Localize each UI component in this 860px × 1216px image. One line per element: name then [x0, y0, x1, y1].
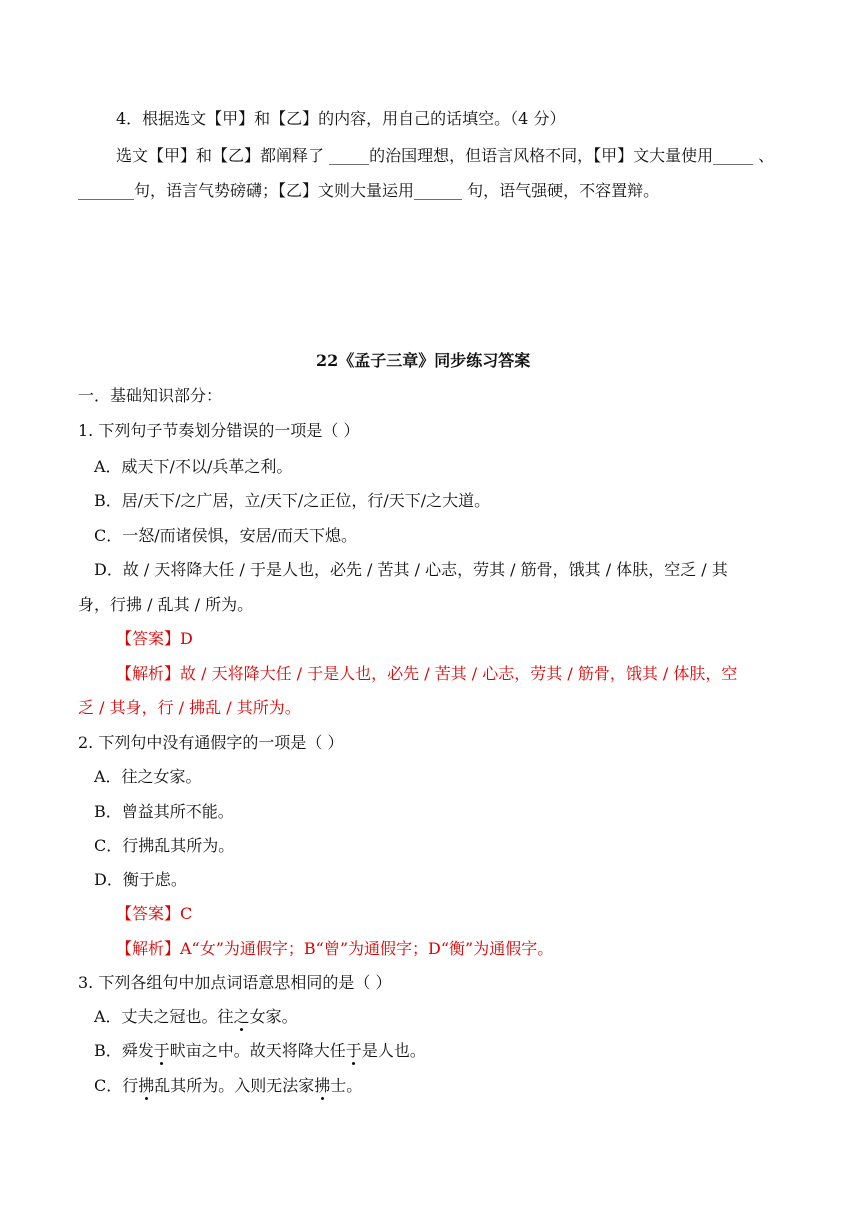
q4-fill-line-2: _______句，语言气势磅礴；【乙】文则大量运用______ 句，语气强硬，不容置辩。: [78, 181, 660, 200]
q3-option-a: [94, 1007, 298, 1027]
q1-option-d-line-2: 身，行拂 / 乱其 / 所为。: [78, 595, 254, 614]
q3-b-text-end: 是人也。: [361, 1041, 426, 1060]
emphasis-dot-char: 于: [345, 1041, 362, 1060]
q3-a-text-end: 女家。: [249, 1007, 298, 1026]
answers-title: 22《孟子三章》同步练习答案: [316, 351, 531, 370]
q1-stem: 1. 下列句子节奏划分错误的一项是（ ）: [78, 421, 360, 440]
q4-question: 4．根据选文【甲】和【乙】的内容，用自己的话填空。（4 分）: [116, 109, 566, 128]
emphasis-dot-char: 拂: [138, 1076, 155, 1095]
q3-b-text: B．舜发: [94, 1041, 154, 1060]
emphasis-dot-char: 于: [153, 1041, 170, 1060]
q3-b-text-mid: 畎亩之中。故天将降大任: [169, 1041, 346, 1060]
q2-answer: 【答案】C: [116, 904, 193, 923]
emphasis-dot-char: 之: [233, 1007, 250, 1026]
q3-option-b: [94, 1041, 426, 1061]
q2-option-a: A．往之女家。: [94, 767, 202, 786]
q1-option-c: C．一怒/而诸侯惧，安居/而天下熄。: [94, 526, 358, 545]
q2-stem: 2. 下列句中没有通假字的一项是（ ）: [78, 733, 344, 752]
q2-option-c: C．行拂乱其所为。: [94, 836, 235, 855]
emphasis-dot-char: 拂: [314, 1076, 331, 1095]
q2-option-b: B．曾益其所不能。: [94, 802, 234, 821]
q1-analysis-line-1: 【解析】故 / 天将降大任 / 于是人也，必先 / 苦其 / 心志，劳其 / 筋骨，饿其 / 体肤，空: [116, 664, 738, 683]
q1-analysis-line-2: 乏 / 其身，行 / 拂乱 / 其所为。: [78, 698, 301, 717]
q1-answer: 【答案】D: [116, 629, 193, 648]
section-heading: 一．基础知识部分：: [78, 386, 223, 405]
q1-option-d-line-1: D．故 / 天将降大任 / 于是人也，必先 / 苦其 / 心志，劳其 / 筋骨，饿其 / 体肤，空乏 / 其: [94, 560, 728, 579]
q4-fill-line-1: 选文【甲】和【乙】都阐释了 _____的治国理想，但语言风格不同，【甲】文大量使用_____ 、: [116, 146, 775, 165]
q3-stem: 3. 下列各组句中加点词语意思相同的是（ ）: [78, 973, 392, 992]
q2-analysis: 【解析】A“女”为通假字；B“曾”为通假字；D“衡”为通假字。: [116, 939, 554, 958]
q3-option-c: [94, 1076, 362, 1096]
q3-a-text: A．丈夫之冠也。往: [94, 1007, 234, 1026]
q1-option-a: A．威天下/不以/兵革之利。: [94, 457, 293, 476]
q3-c-text-end: 士。: [330, 1076, 363, 1095]
q2-option-d: D．衡于虑。: [94, 870, 187, 889]
q3-c-text: C．行: [94, 1076, 139, 1095]
q3-c-text-mid: 乱其所为。入则无法家: [154, 1076, 315, 1095]
q1-option-b: B．居/天下/之广居，立/天下/之正位，行/天下/之大道。: [94, 491, 491, 510]
